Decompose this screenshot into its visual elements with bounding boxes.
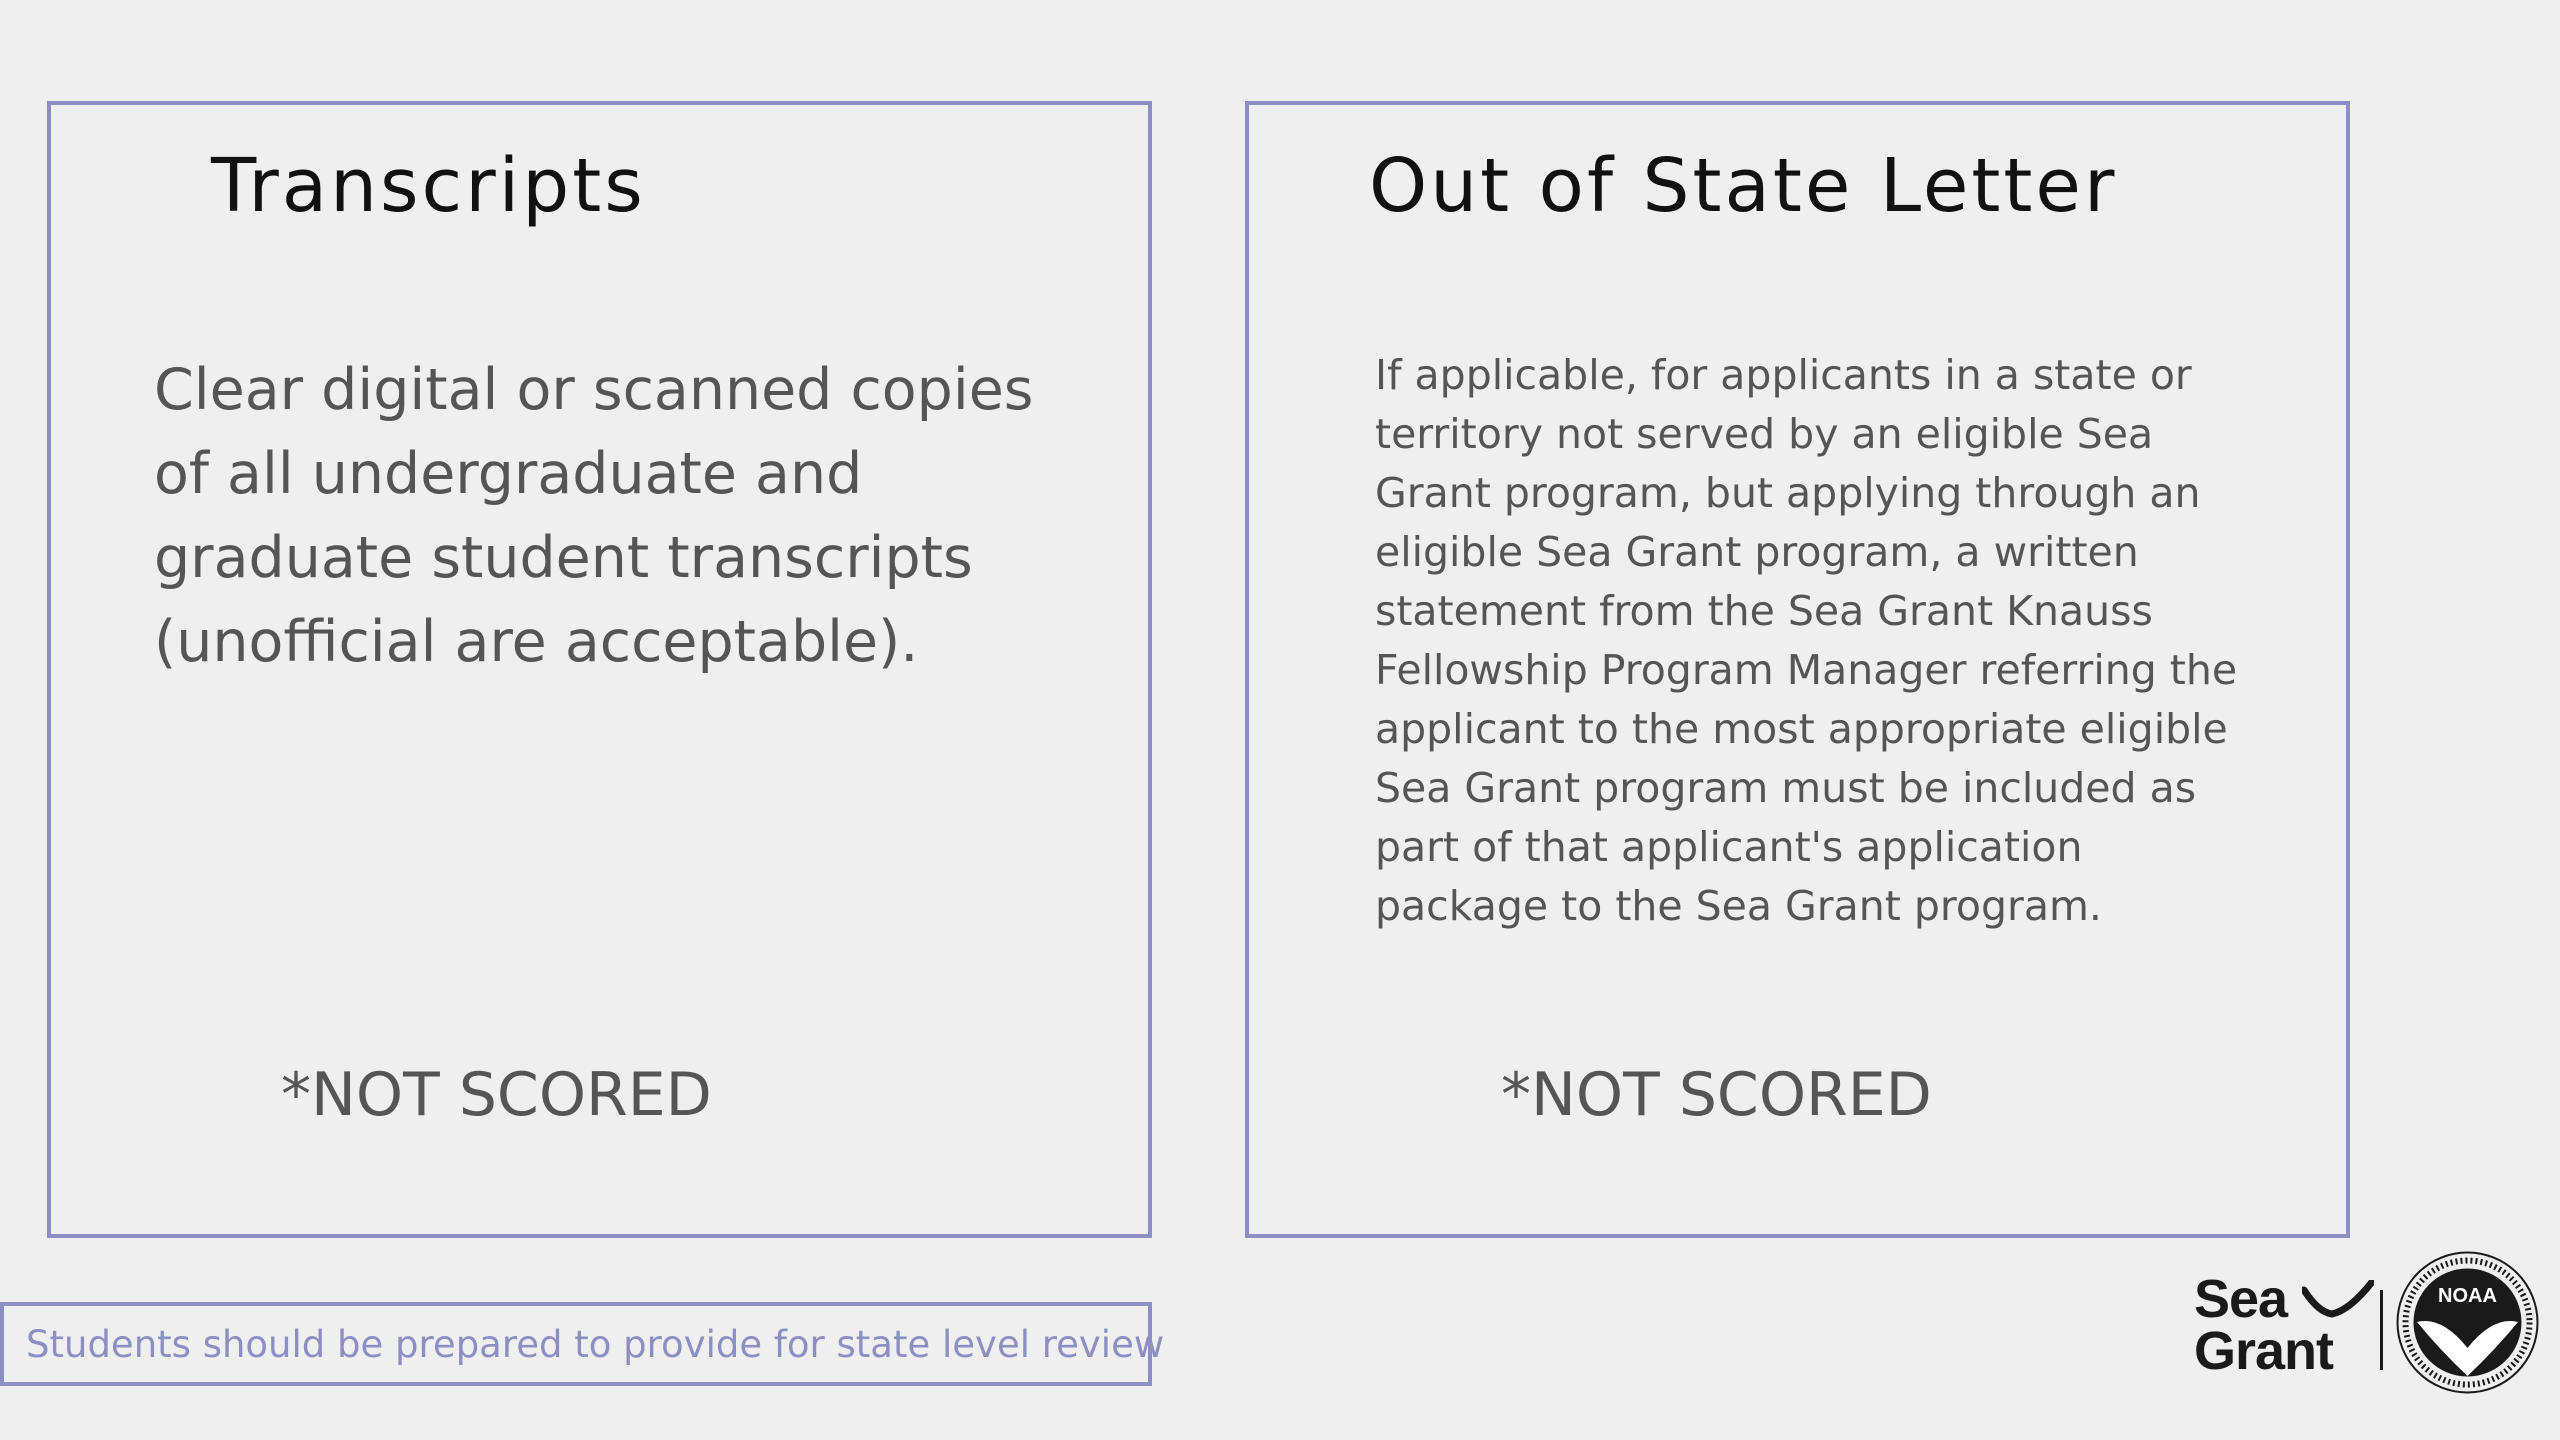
noaa-emblem-text: NOAA: [2438, 1285, 2497, 1307]
out-of-state-letter-card: [1245, 101, 2350, 1238]
noaa-emblem-icon: [2395, 1250, 2540, 1395]
sea-grant-logo-sea: Sea: [2194, 1269, 2288, 1329]
transcripts-title: Transcripts: [211, 143, 646, 229]
sea-grant-wave-icon: [2302, 1280, 2374, 1320]
state-review-note: [0, 1302, 1165, 1386]
out-of-state-letter-title: Out of State Letter: [1369, 143, 2118, 229]
out-of-state-letter-description: If applicable, for applicants in a state or territory not served by an eligible Sea Grant program, but applying through an eligible Sea Grant program, a written statement from the Sea Grant Knauss Fellowship Program Manager referring the applicant to the most appropriate eligible Sea Grant program must be included as part of that applicant's application package to the Sea Grant program.: [1375, 351, 2238, 930]
sea-grant-logo: [2190, 1270, 2380, 1380]
state-review-note-text: Students should be prepared to provide for state level review: [26, 1322, 1165, 1366]
logo-divider: [2380, 1290, 2383, 1370]
out-of-state-not-scored-label: *NOT SCORED: [1501, 1060, 1932, 1130]
transcripts-description: Clear digital or scanned copies of all undergraduate and graduate student transcripts (unofficial are acceptable).: [154, 357, 1034, 675]
logo-group: [2190, 1250, 2540, 1400]
sea-grant-logo-grant: Grant: [2194, 1321, 2334, 1381]
transcripts-card: [47, 101, 1152, 1238]
transcripts-not-scored-label: *NOT SCORED: [281, 1060, 712, 1130]
